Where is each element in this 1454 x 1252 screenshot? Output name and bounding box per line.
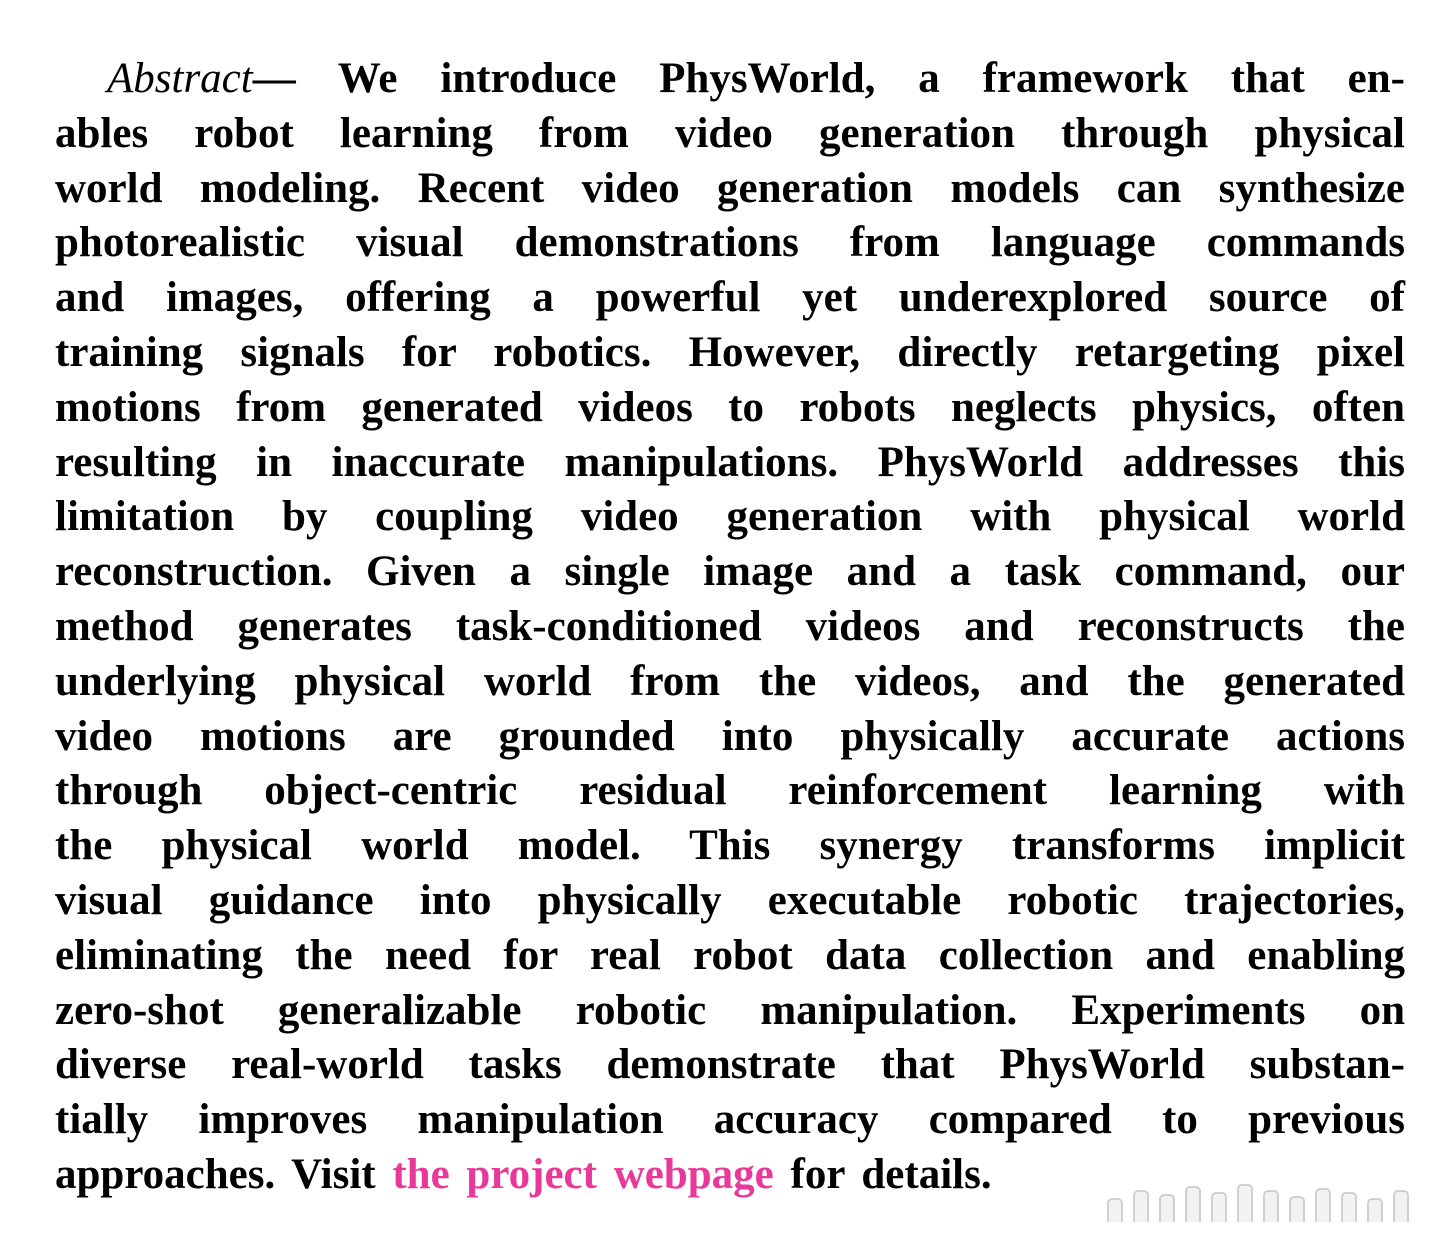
- watermark-bar: [1185, 1186, 1201, 1222]
- abstract-line-5: and images, offering a powerful yet underexplored source of: [55, 274, 1405, 322]
- watermark-bar: [1159, 1194, 1175, 1222]
- abstract-line-20: tially improves manipulation accuracy compared to previous: [55, 1096, 1405, 1144]
- watermark-bar: [1133, 1190, 1149, 1222]
- abstract-line-9: limitation by coupling video generation with physical world: [55, 493, 1405, 541]
- abstract-block: [55, 52, 1405, 1203]
- abstract-line-6: training signals for robotics. However, directly retargeting pixel: [55, 328, 1405, 376]
- last-line-prefix: approaches. Visit: [55, 1150, 376, 1198]
- abstract-line-15: the physical world model. This synergy transforms implicit: [55, 822, 1405, 870]
- watermark-bar: [1263, 1190, 1279, 1222]
- abstract-line-13: video motions are grounded into physically accurate actions: [55, 712, 1405, 760]
- abstract-line-2: ables robot learning from video generation through physical: [55, 109, 1405, 157]
- abstract-label: Abstract: [107, 55, 253, 102]
- abstract-line-10: reconstruction. Given a single image and a task command, our: [55, 548, 1405, 596]
- abstract-line-3: world modeling. Recent video generation models can synthesize: [55, 164, 1405, 212]
- watermark-bar: [1237, 1184, 1253, 1222]
- abstract-line-7: motions from generated videos to robots neglects physics, often: [55, 383, 1405, 431]
- abstract-line-16: visual guidance into physically executable robotic trajectories,: [55, 876, 1405, 924]
- watermark-bars-icon: [1107, 1172, 1433, 1222]
- watermark-bar: [1289, 1196, 1305, 1222]
- abstract-line-1: [55, 52, 1405, 107]
- watermark-bar: [1393, 1190, 1409, 1222]
- abstract-separator: —: [252, 55, 296, 102]
- abstract-line-11: method generates task-conditioned videos and reconstructs the: [55, 602, 1405, 650]
- watermark-bar: [1341, 1192, 1357, 1222]
- watermark-bar: [1367, 1198, 1383, 1222]
- abstract-line-19: diverse real-world tasks demonstrate that PhysWorld substan-: [55, 1041, 1405, 1089]
- watermark-bar: [1107, 1198, 1123, 1222]
- abstract-line-18: zero-shot generalizable robotic manipulation. Experiments on: [55, 986, 1405, 1034]
- abstract-line-14: through object-centric residual reinforcement learning with: [55, 767, 1405, 815]
- watermark-bar: [1211, 1192, 1227, 1222]
- abstract-line-4: photorealistic visual demonstrations from language commands: [55, 219, 1405, 267]
- project-webpage-link[interactable]: the project webpage: [392, 1150, 774, 1198]
- watermark-bar: [1315, 1188, 1331, 1222]
- abstract-line-8: resulting in inaccurate manipulations. PhysWorld addresses this: [55, 438, 1405, 486]
- last-line-suffix: for details.: [790, 1150, 992, 1198]
- abstract-line-17: eliminating the need for real robot data collection and enabling: [55, 931, 1405, 979]
- abstract-line-text: We introduce PhysWorld, a framework that en-: [337, 55, 1405, 102]
- abstract-line-12: underlying physical world from the videos, and the generated: [55, 657, 1405, 705]
